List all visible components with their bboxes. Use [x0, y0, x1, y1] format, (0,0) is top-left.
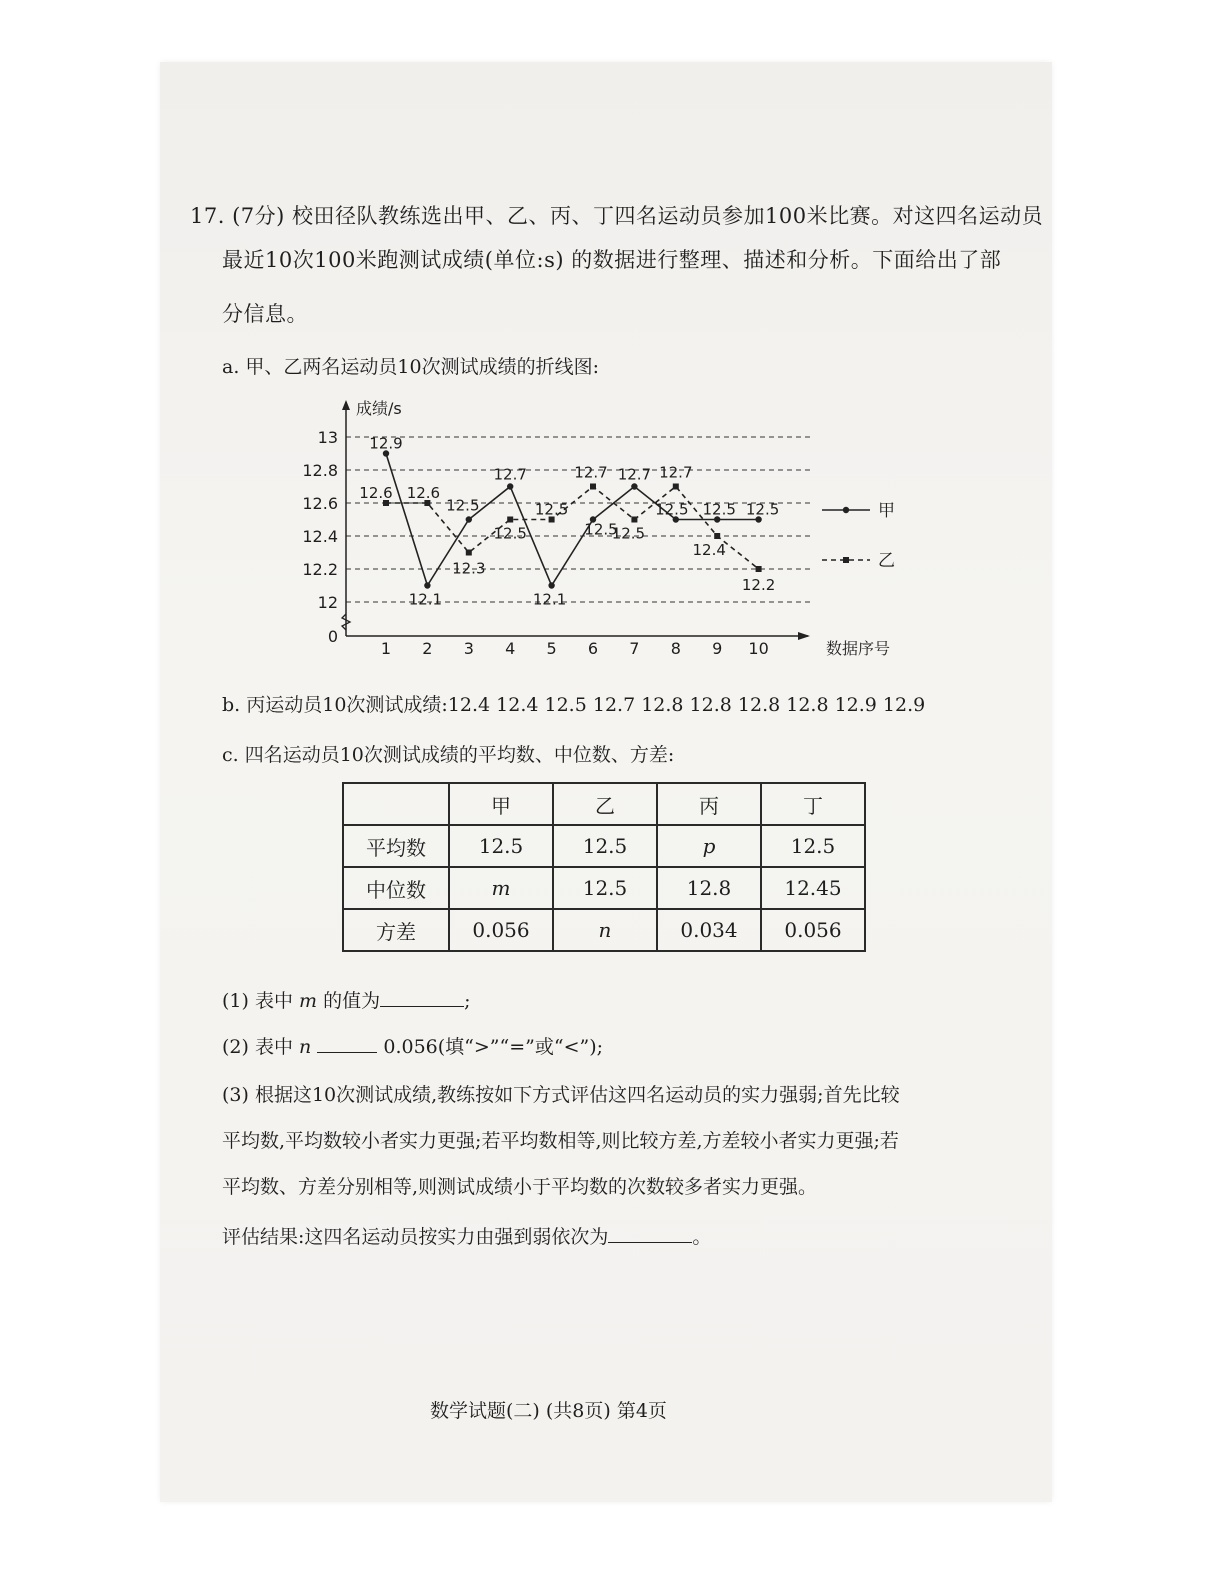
data-point [631, 483, 637, 489]
page-footer: 数学试题(二) (共8页) 第4页 [430, 1400, 667, 1422]
table-cell: 0.034 [657, 909, 761, 951]
x-tick-label: 10 [748, 639, 769, 658]
table-header-cell: 甲 [449, 783, 553, 825]
data-label: 12.5 [611, 524, 646, 543]
part-a-caption: a. 甲、乙两名运动员10次测试成绩的折线图: [222, 356, 599, 378]
table-cell: 0.056 [449, 909, 553, 951]
x-tick-label: 9 [712, 639, 723, 658]
q2-text: 0.056(填“>”“=”或“<”); [383, 1036, 604, 1058]
y-tick-label: 13 [317, 428, 338, 447]
data-label: 12.4 [692, 541, 726, 559]
data-label: 12.5 [534, 500, 569, 519]
x-tick-label: 5 [546, 639, 557, 658]
x-tick-label: 2 [422, 639, 433, 658]
table-header-cell: 丙 [657, 783, 761, 825]
table-header-row [343, 783, 865, 825]
table-header-cell: 丁 [761, 783, 865, 825]
data-point [673, 484, 679, 490]
data-point [548, 582, 554, 588]
x-axis-title: 数据序号 [826, 639, 891, 658]
question-1 [222, 986, 471, 1013]
data-label: 12.7 [493, 465, 527, 484]
legend-marker [843, 507, 849, 513]
x-axis-arrow [798, 632, 810, 640]
y-tick-label: 12.4 [302, 527, 338, 546]
table-cell: 12.8 [657, 867, 761, 909]
q1-prefix: (1) 表中 [222, 990, 293, 1012]
table-cell: 12.5 [449, 825, 553, 867]
q2-prefix: (2) 表中 [222, 1036, 293, 1058]
q1-text: 的值为 [323, 990, 381, 1012]
data-label: 12.1 [408, 590, 443, 609]
row-label: 平均数 [343, 825, 449, 867]
data-point [590, 484, 596, 490]
data-label: 12.1 [532, 590, 567, 609]
x-tick-label: 4 [505, 639, 516, 658]
y-tick-label: 12.6 [302, 494, 338, 513]
data-label: 12.7 [659, 463, 693, 482]
table-row [343, 825, 865, 867]
part-b-text: b. 丙运动员10次测试成绩:12.4 12.4 12.5 12.7 12.8 12.8 12.8 12.8 12.9 12.9 [222, 694, 926, 716]
legend-label: 甲 [878, 501, 895, 521]
question-3-line-2: 平均数,平均数较小者实力更强;若平均数相等,则比较方差,方差较小者实力更强;若 [222, 1130, 899, 1152]
table-cell [343, 783, 449, 825]
data-label: 12.5 [655, 500, 689, 519]
data-label: 12.5 [584, 520, 618, 539]
data-label: 12.9 [369, 434, 403, 453]
row-label: 中位数 [343, 867, 449, 909]
table-row [343, 909, 865, 951]
y-tick-label: 0 [327, 627, 338, 646]
data-point [756, 566, 762, 572]
q2-answer-blank[interactable] [317, 1034, 377, 1053]
legend-marker [843, 557, 849, 563]
stats-table [342, 782, 866, 952]
data-point [507, 517, 513, 523]
row-label: 方差 [343, 909, 449, 951]
table-row [343, 867, 865, 909]
result-end: 。 [692, 1226, 712, 1248]
question-2 [222, 1032, 603, 1059]
data-label: 12.6 [359, 484, 393, 502]
data-label: 12.5 [702, 500, 736, 519]
table-cell: 12.5 [553, 825, 657, 867]
table-cell: n [553, 909, 657, 951]
question-line-1: 17. (7分) 校田径队教练选出甲、乙、丙、丁四名运动员参加100米比赛。对这四名运动员 [190, 204, 1044, 228]
data-point [466, 516, 472, 522]
data-label: 12.5 [493, 524, 527, 543]
question-line-3: 分信息。 [222, 302, 308, 326]
data-point [631, 517, 637, 523]
y-axis-title: 成绩/s [356, 399, 402, 418]
data-label: 12.7 [574, 463, 608, 482]
table-cell: 12.45 [761, 867, 865, 909]
legend-label: 乙 [878, 551, 895, 571]
table-cell: 12.5 [553, 867, 657, 909]
result-text: 评估结果:这四名运动员按实力由强到弱依次为 [222, 1226, 609, 1248]
table-cell: 0.056 [761, 909, 865, 951]
question-3-line-1: (3) 根据这10次测试成绩,教练按如下方式评估这四名运动员的实力强弱;首先比较 [222, 1084, 900, 1106]
data-point [714, 533, 720, 539]
question-3-line-3: 平均数、方差分别相等,则测试成绩小于平均数的次数较多者实力更强。 [222, 1176, 818, 1198]
x-tick-label: 8 [670, 639, 681, 658]
q2-variable: n [299, 1036, 312, 1058]
question-line-2: 最近10次100米跑测试成绩(单位:s) 的数据进行整理、描述和分析。下面给出了部 [222, 248, 1002, 272]
data-label: 12.3 [452, 559, 486, 578]
x-tick-label: 1 [380, 639, 392, 658]
result-line [222, 1222, 711, 1249]
data-point [466, 550, 472, 556]
data-label: 12.2 [741, 576, 776, 594]
table-header-cell: 乙 [553, 783, 657, 825]
x-tick-label: 7 [629, 639, 640, 658]
chart-series [383, 450, 762, 588]
x-tick-label: 3 [463, 639, 474, 658]
q1-variable: m [299, 990, 318, 1012]
data-label: 12.6 [406, 484, 441, 502]
q1-answer-blank[interactable] [380, 988, 464, 1007]
y-tick-label: 12 [317, 593, 338, 612]
y-axis-arrow [342, 400, 350, 410]
q1-end: ; [464, 990, 471, 1012]
table-cell: 12.5 [761, 825, 865, 867]
table-cell: p [657, 825, 761, 867]
y-tick-label: 12.8 [302, 461, 338, 480]
line-chart [300, 392, 940, 664]
table-cell: m [449, 867, 553, 909]
data-label: 12.5 [745, 500, 780, 519]
data-label: 12.7 [617, 465, 652, 484]
x-tick-label: 6 [587, 639, 599, 658]
chart-legend [822, 501, 895, 571]
result-answer-blank[interactable] [608, 1224, 692, 1243]
data-point [507, 483, 513, 489]
part-c-caption: c. 四名运动员10次测试成绩的平均数、中位数、方差: [222, 744, 675, 766]
y-tick-label: 12.2 [302, 560, 338, 579]
data-point [424, 582, 430, 588]
data-label: 12.5 [446, 496, 480, 515]
